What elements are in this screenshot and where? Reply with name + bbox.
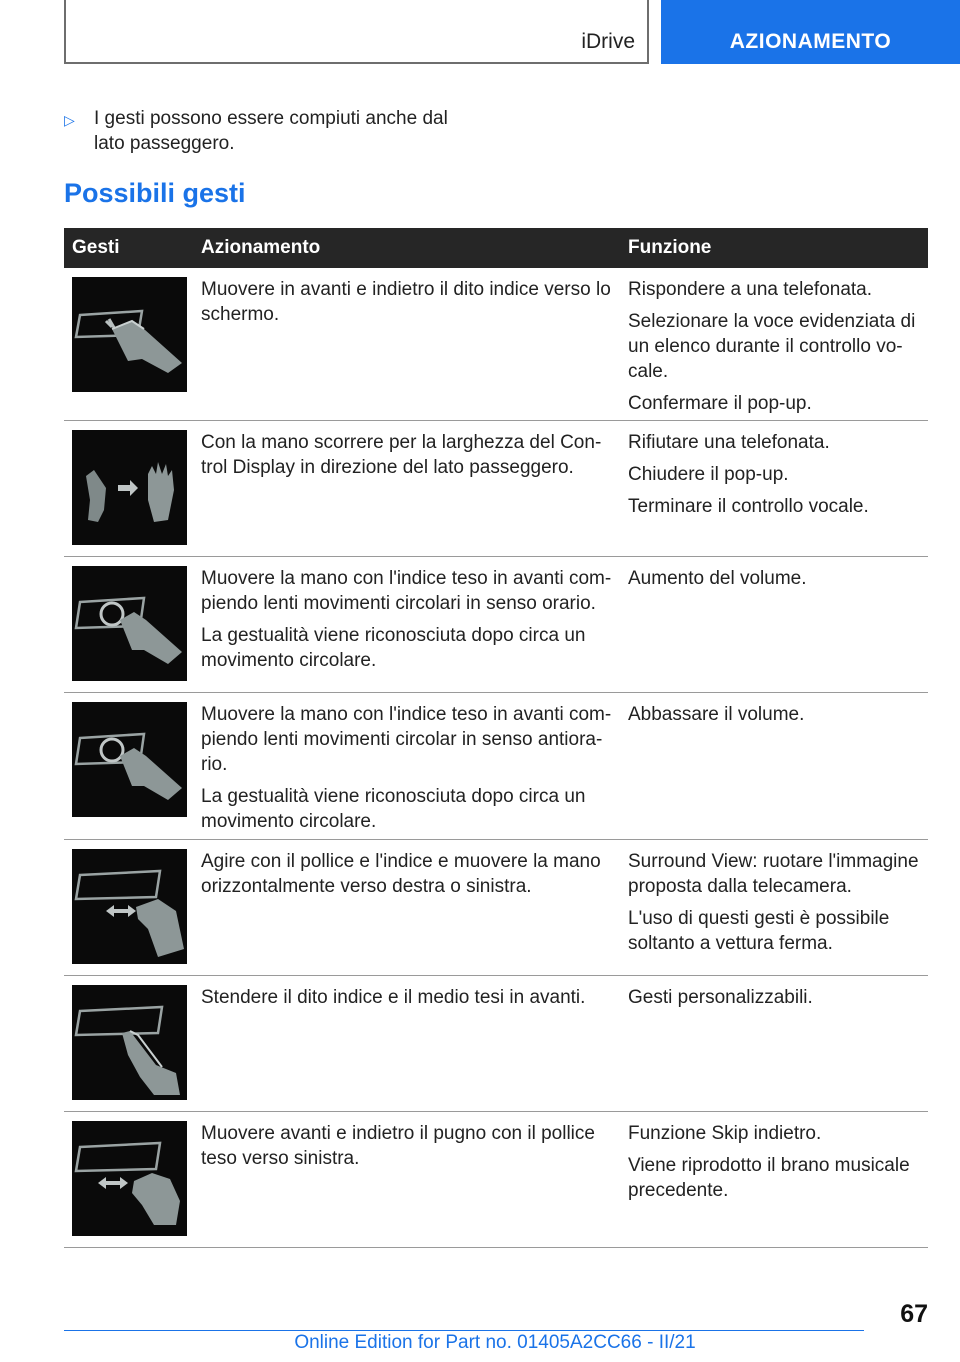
function-text: Terminare il controllo vocale. [628, 496, 869, 517]
function-text: Surround View: ruotare l'immagine proposta dalla telecamera. [628, 851, 919, 897]
footer-divider [64, 1330, 864, 1331]
column-header-azionamento: Azionamento [201, 237, 321, 258]
two-finger-point-gesture-icon [72, 985, 187, 1100]
function-text: Chiudere il pop-up. [628, 464, 789, 485]
section-title: Possibili gesti [64, 178, 246, 208]
gestures-table [64, 228, 928, 1248]
table-row [64, 840, 928, 976]
function-text: Selezionare la voce evidenziata di un elenco durante il controllo vocale. [628, 311, 916, 382]
table-row [64, 268, 928, 421]
action-text: Muovere avanti e indietro il pugno con il pollice teso verso sinistra. [201, 1123, 595, 1169]
triangle-right-icon: ▷ [64, 112, 75, 128]
column-header-gesti: Gesti [72, 237, 120, 258]
header-chapter-box [661, 0, 960, 64]
action-text: Muovere in avanti e indietro il dito indice verso lo schermo. [201, 279, 611, 325]
function-text: Rispondere a una telefonata. [628, 279, 873, 300]
table-row [64, 693, 928, 840]
action-text: Stendere il dito indice e il medio tesi in avanti. [201, 987, 586, 1008]
function-text: Abbassare il volume. [628, 704, 805, 725]
finger-forward-back-gesture-icon [72, 277, 187, 392]
table-row [64, 421, 928, 557]
rotate-counterclockwise-gesture-icon [72, 702, 187, 817]
action-text: La gestualità viene riconosciuta dopo circa un movimento circolare. [201, 625, 586, 671]
table-row [64, 976, 928, 1112]
header-section-box [64, 0, 649, 64]
table-row [64, 557, 928, 693]
action-text: La gestualità viene riconosciuta dopo circa un movimento circolare. [201, 786, 586, 832]
page-number: 67 [900, 1300, 928, 1328]
function-text: Viene riprodotto il brano musicale precedente. [628, 1155, 910, 1201]
function-text: Aumento del volume. [628, 568, 807, 589]
action-text: Agire con il pollice e l'indice e muovere la mano orizzontalmente verso destra o sinistra. [201, 851, 601, 897]
function-text: Rifiutare una telefonata. [628, 432, 830, 453]
header-section: iDrive [581, 30, 635, 53]
function-text: Funzione Skip indietro. [628, 1123, 822, 1144]
action-text: Con la mano scorrere per la larghezza del Control Display in direzione del lato passeggero. [201, 432, 602, 478]
fist-thumb-gesture-icon [72, 1121, 187, 1236]
function-text: Gesti personalizzabili. [628, 987, 813, 1008]
table-row [64, 1112, 928, 1248]
rotate-clockwise-gesture-icon [72, 566, 187, 681]
function-text: L'uso di questi gesti è possibile soltanto a vettura ferma. [628, 908, 890, 954]
header-chapter: AZIONAMENTO [729, 30, 892, 53]
table-header [64, 228, 928, 268]
pinch-horizontal-gesture-icon [72, 849, 187, 964]
action-text: Muovere la mano con l'indice teso in avanti compiendo lenti movimenti circolari in senso orario. [201, 568, 612, 614]
action-text: Muovere la mano con l'indice teso in avanti compiendo lenti movimenti circolar in senso antiorario. [201, 704, 612, 775]
footer-text: Online Edition for Part no. 01405A2CC66 - II/21 [294, 1332, 696, 1353]
note [64, 106, 464, 156]
note-text: I gesti possono essere compiuti anche dal lato passeggero. [94, 108, 448, 154]
function-text: Confermare il pop-up. [628, 393, 812, 414]
hand-swipe-gesture-icon [72, 430, 187, 545]
footer [0, 1332, 960, 1354]
column-header-funzione: Funzione [628, 237, 712, 258]
